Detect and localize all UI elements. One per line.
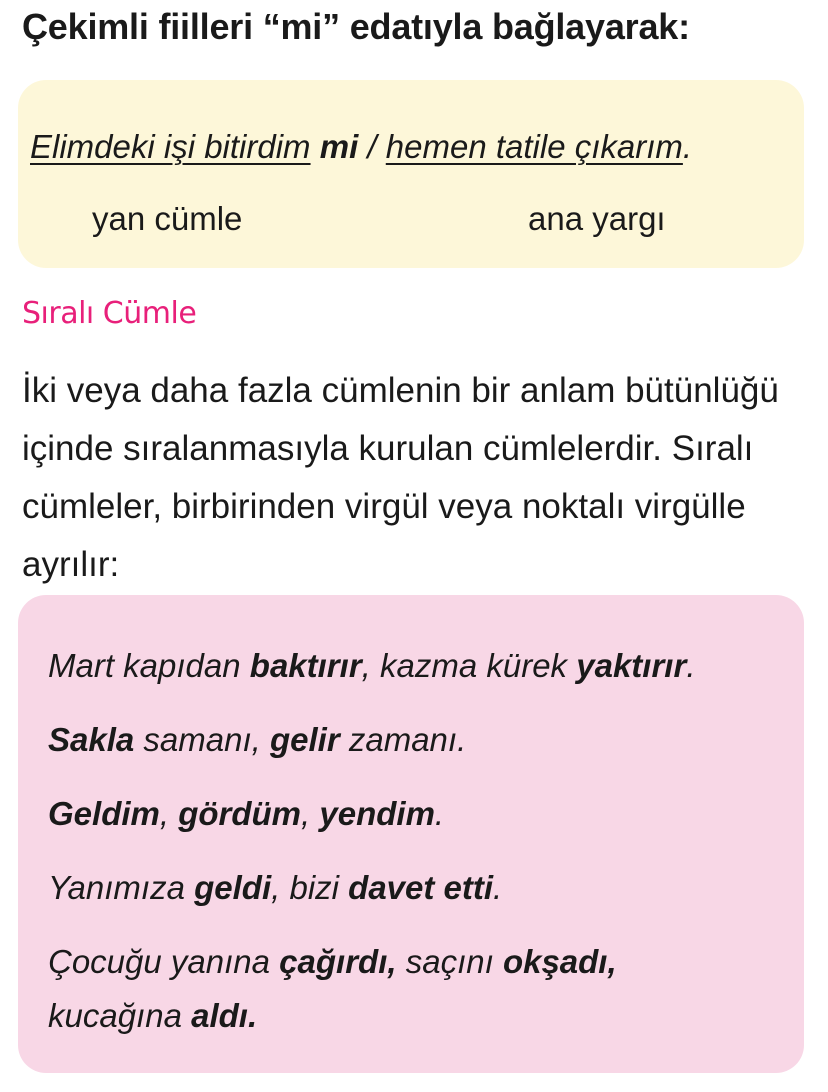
period: . [682,128,693,165]
example-1: Mart kapıdan baktırır, kazma kürek yaktırır. [48,647,696,684]
main-clause: hemen tatile çıkarım [385,128,683,165]
example-box [18,80,804,268]
label-ana-yargi: ana yargı [528,200,666,237]
example-5: Çocuğu yanına çağırdı, saçını okşadı, kucağına aldı. [48,943,617,1034]
label-yan-cumle: yan cümle [92,200,243,237]
definition-paragraph: İki veya daha fazla cümlenin bir anlam bütünlüğü içinde sıralanmasıyla kurulan cümlelerdir. Sıralı cümleler, birbirinden virgül veya noktalı virgülle ayrılır: [22,371,779,584]
heading: Çekimli fiilleri “mi” edatıyla bağlayarak: [22,6,690,47]
example-3: Geldim, gördüm, yendim. [48,795,445,832]
subordinate-clause: Elimdeki işi bitirdim [30,128,311,165]
example-4: Yanımıza geldi, bizi davet etti. [48,869,503,906]
section-title: Sıralı Cümle [22,296,197,331]
examples-box [18,595,804,1073]
example-sentence [30,128,692,166]
separator: / [358,128,386,165]
mi-particle: mi [319,128,359,165]
example-2: Sakla samanı, gelir zamanı. [48,721,467,758]
